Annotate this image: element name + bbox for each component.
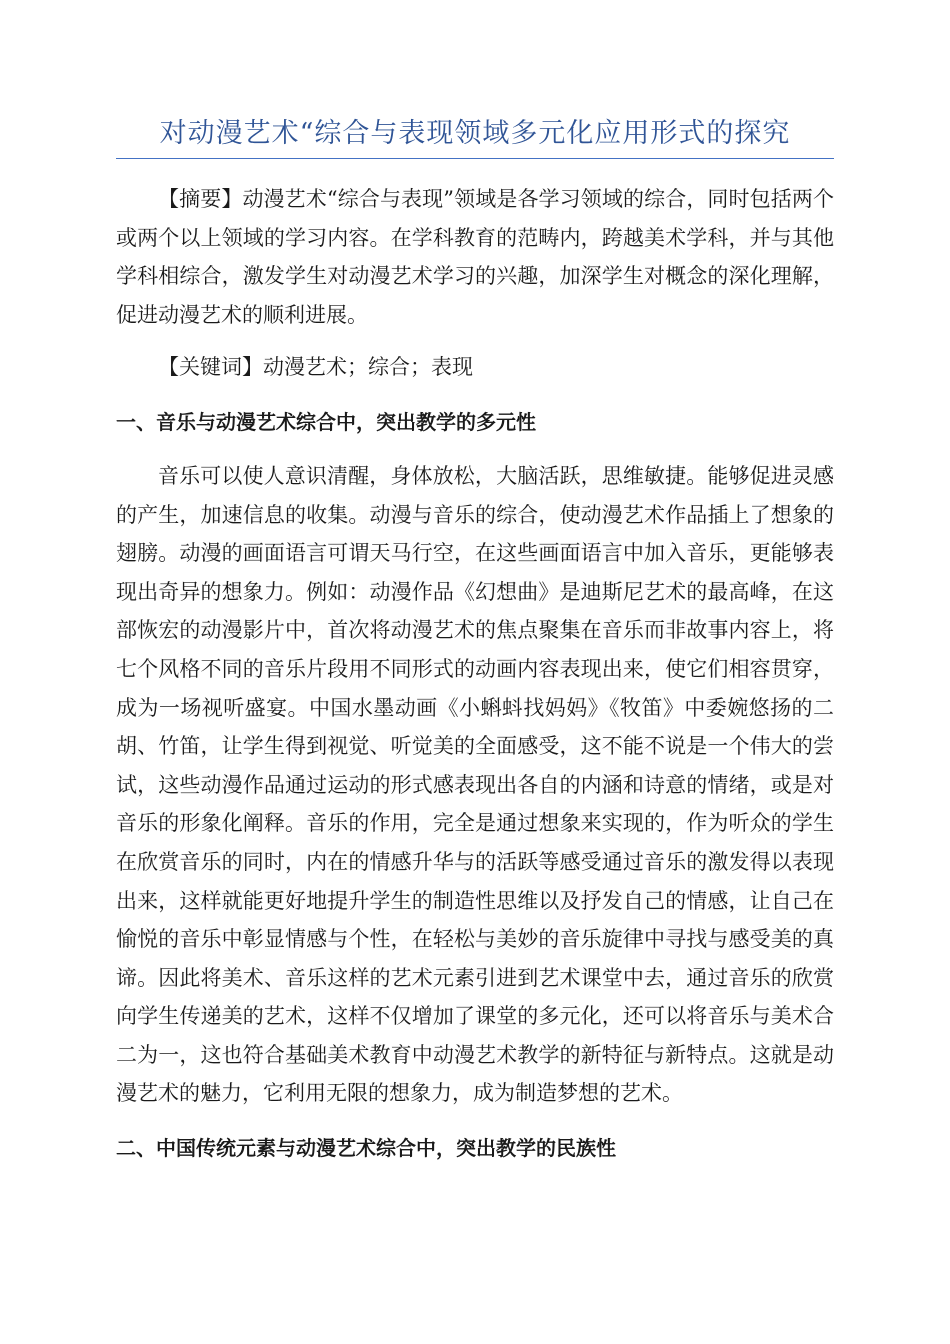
document-title: 对动漫艺术“综合与表现领域多元化应用形式的探究	[116, 112, 834, 159]
document-page	[116, 112, 834, 1163]
section-heading-2: 二、中国传统元素与动漫艺术综合中，突出教学的民族性	[116, 1136, 616, 1161]
keywords-paragraph: 【关键词】动漫艺术；综合；表现	[158, 355, 473, 380]
section-body-1: 音乐可以使人意识清醒，身体放松，大脑活跃，思维敏捷。能够促进灵感的产生，加速信息的收集。动漫与音乐的综合，使动漫艺术作品插上了想象的翅膀。动漫的画面语言可谓天马行空，在这些画面语言中加入音乐，更能够表现出奇异的想象力。例如：动漫作品《幻想曲》是迪斯尼艺术的最高峰，在这部恢宏的动漫影片中，首次将动漫艺术的焦点聚集在音乐而非故事内容上，将七个风格不同的音乐片段用不同形式的动画内容表现出来，使它们相容贯穿，成为一场视听盛宴。中国水墨动画《小蝌蚪找妈妈》《牧笛》中委婉悠扬的二胡、竹笛，让学生得到视觉、听觉美的全面感受，这不能不说是一个伟大的尝试，这些动漫作品通过运动的形式感表现出各自的内涵和诗意的情绪，或是对音乐的形象化阐释。音乐的作用，完全是通过想象来实现的，作为听众的学生在欣赏音乐的同时，内在的情感升华与的活跃等感受通过音乐的激发得以表现出来，这样就能更好地提升学生的制造性思维以及抒发自己的情感，让自己在愉悦的音乐中彰显情感与个性，在轻松与美妙的音乐旋律中寻找与感受美的真谛。因此将美术、音乐这样的艺术元素引进到艺术课堂中去，通过音乐的欣赏向学生传递美的艺术，这样不仅增加了课堂的多元化，还可以将音乐与美术合二为一，这也符合基础美术教育中动漫艺术教学的新特征与新特点。这就是动漫艺术的魅力，它利用无限的想象力，成为制造梦想的艺术。	[116, 463, 834, 1106]
section-heading-1: 一、音乐与动漫艺术综合中，突出教学的多元性	[116, 409, 536, 434]
abstract-paragraph: 【摘要】动漫艺术“综合与表现”领域是各学习领域的综合，同时包括两个或两个以上领域的学习内容。在学科教育的范畴内，跨越美术学科，并与其他学科相综合，激发学生对动漫艺术学习的兴趣，加深学生对概念的深化理解，促进动漫艺术的顺利进展。	[116, 187, 834, 327]
